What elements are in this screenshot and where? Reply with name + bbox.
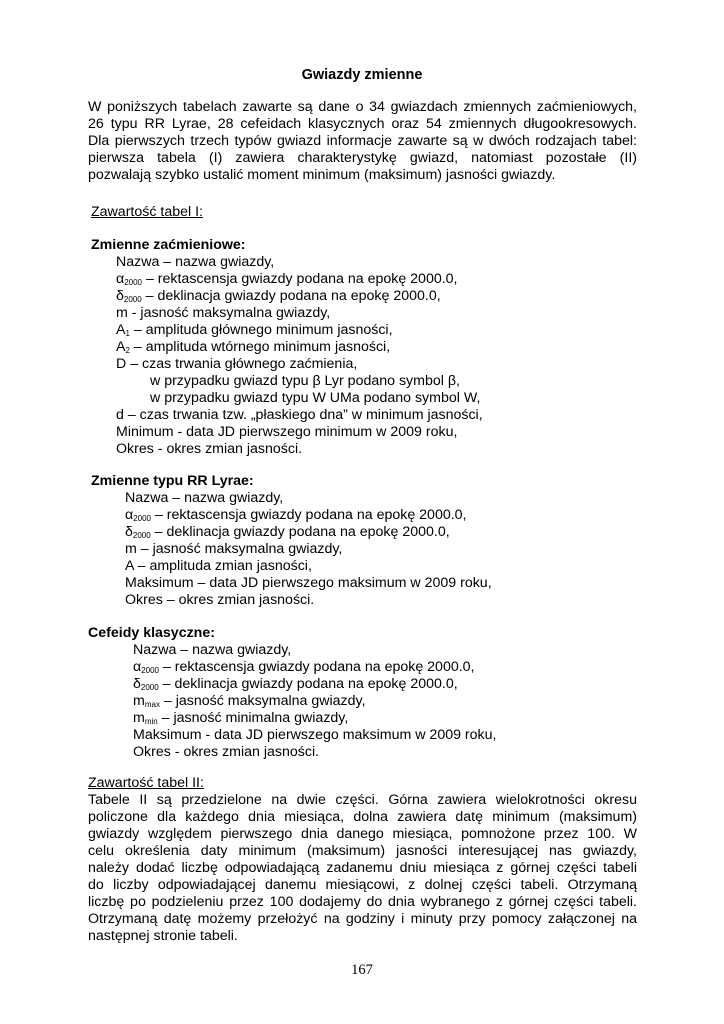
cepheids-heading: Cefeidy klasyczne: — [88, 625, 215, 641]
contents2-heading: Zawartość tabel II: — [88, 775, 204, 791]
eclipsing-a2 — [116, 339, 390, 356]
contents2-line: Otrzymaną datę możemy przełożyć na godziny i minuty przy pomocy załączonej na — [88, 911, 637, 928]
eclipsing-alpha — [116, 271, 458, 288]
cepheids-alpha — [133, 659, 475, 676]
mmin-symbol: m — [133, 710, 145, 726]
alpha-symbol: α — [133, 659, 142, 675]
delta-sub: 2000 — [123, 295, 142, 304]
mmax-symbol: m — [133, 693, 145, 709]
a1-symbol: A — [116, 322, 126, 338]
contents2-line: liczbę po podzieleniu przez 100 dodajemy do dnia wybranego z górnej części tabeli. — [88, 894, 637, 911]
contents2-line: następnej stronie tabeli. — [88, 928, 238, 945]
delta-text: – deklinacja gwiazdy podana na epokę 2000.0, — [141, 288, 441, 304]
alpha-symbol: α — [125, 507, 134, 523]
alpha-sub: 2000 — [133, 514, 151, 523]
rrlyrae-maximum: Maksimum – data JD pierwszego maksimum w 2009 roku, — [125, 575, 492, 591]
mmax-text: – jasność maksymalna gwiazdy, — [159, 693, 366, 709]
intro-line: Dla pierwszych trzech typów gwiazd informacje zawarte są w dwóch rodzajach tabel: — [88, 133, 637, 150]
mmin-text: – jasność minimalna gwiazdy, — [157, 710, 349, 726]
eclipsing-period: Okres - okres zmian jasności. — [116, 441, 303, 457]
contents2-line: do liczby odpowiadającej danemu miesiącowi, z dolnej części tabeli. Otrzymaną — [88, 877, 637, 894]
contents2-line: należy dodać liczbę odpowiadającą zadanemu dniu miesiąca z górnej części tabeli — [88, 860, 637, 877]
mmin-sub: min — [144, 717, 158, 726]
alpha-sub: 2000 — [141, 666, 159, 675]
rrlyrae-period: Okres – okres zmian jasności. — [125, 592, 315, 608]
eclipsing-a1 — [116, 322, 393, 339]
eclipsing-beta-note: w przypadku gwiazd typu β Lyr podano symbol β, — [150, 373, 460, 389]
delta-symbol: δ — [116, 288, 124, 304]
delta-text: – deklinacja gwiazdy podana na epokę 2000.0, — [150, 524, 450, 540]
intro-line: 26 typu RR Lyrae, 28 cefeidach klasycznych oraz 54 zmiennych długookresowych. — [88, 116, 637, 133]
rrlyrae-a: A – amplituda zmian jasności, — [125, 558, 312, 574]
page-number: 167 — [351, 962, 373, 978]
a1-text: – amplituda głównego minimum jasności, — [129, 322, 393, 338]
rrlyrae-m: m – jasność maksymalna gwiazdy, — [125, 541, 343, 557]
cepheids-maximum: Maksimum - data JD pierwszego maksimum w 2009 roku, — [133, 727, 497, 743]
a2-sub: 2 — [125, 346, 130, 355]
intro-line: pozwalają szybko ustalić moment minimum (maksimum) jasności gwiazdy. — [88, 167, 556, 184]
rrlyrae-heading: Zmienne typu RR Lyrae: — [91, 473, 254, 489]
delta-sub: 2000 — [140, 683, 159, 692]
cepheids-delta — [133, 676, 458, 693]
contents2-line: gwiazdy względem pierwszego dnia danego miesiąca, pomnożone przez 100. W — [88, 826, 637, 843]
mmax-sub: max — [144, 700, 160, 709]
eclipsing-d-small: d – czas trwania tzw. „płaskiego dna” w minimum jasności, — [116, 407, 483, 423]
alpha-text: – rektascensja gwiazdy podana na epokę 2000.0, — [151, 507, 467, 523]
eclipsing-delta — [116, 288, 441, 305]
intro-line: W poniższych tabelach zawarte są dane o 34 gwiazdach zmiennych zaćmieniowych, — [88, 99, 637, 115]
delta-symbol: δ — [125, 524, 133, 540]
contents2-line: Tabele II są przedzielone na dwie części. Górna zawiera wielokrotności okresu — [88, 792, 637, 808]
rrlyrae-name: Nazwa – nazwa gwiazdy, — [125, 490, 284, 506]
page-title: Gwiazdy zmienne — [301, 67, 423, 83]
a2-symbol: A — [116, 339, 126, 355]
contents2-paragraph — [88, 792, 637, 945]
eclipsing-d-main: D – czas trwania głównego zaćmienia, — [116, 356, 358, 372]
alpha-symbol: α — [116, 271, 125, 287]
a2-text: – amplituda wtórnego minimum jasności, — [129, 339, 391, 355]
contents2-line: celu określenia daty minimum (maksimum) jasności interesującej nas gwiazdy, — [88, 843, 637, 860]
contents1-heading: Zawartość tabel I: — [91, 204, 203, 220]
eclipsing-minimum: Minimum - data JD pierwszego minimum w 2009 roku, — [116, 424, 458, 440]
alpha-text: – rektascensja gwiazdy podana na epokę 2000.0, — [142, 271, 458, 287]
eclipsing-heading: Zmienne zaćmieniowe: — [91, 237, 246, 253]
eclipsing-w-note: w przypadku gwiazd typu W UMa podano symbol W, — [150, 390, 481, 406]
intro-paragraph — [88, 99, 637, 184]
delta-sub: 2000 — [132, 531, 151, 540]
delta-symbol: δ — [133, 676, 141, 692]
intro-line: pierwsza tabela (I) zawiera charakterystykę gwiazd, natomiast pozostałe (II) — [88, 150, 637, 167]
alpha-text: – rektascensja gwiazdy podana na epokę 2000.0, — [159, 659, 475, 675]
contents2-line: policzone dla każdego dnia miesiąca, dolna zawiera datę minimum (maksimum) — [88, 809, 637, 826]
rrlyrae-alpha — [125, 507, 467, 524]
a1-sub: 1 — [125, 329, 130, 338]
cepheids-name: Nazwa – nazwa gwiazdy, — [133, 642, 292, 658]
delta-text: – deklinacja gwiazdy podana na epokę 2000.0, — [158, 676, 458, 692]
cepheids-mmax — [133, 693, 366, 710]
cepheids-mmin — [133, 710, 348, 727]
eclipsing-m: m - jasność maksymalna gwiazdy, — [116, 305, 331, 321]
alpha-sub: 2000 — [124, 278, 142, 287]
cepheids-period: Okres - okres zmian jasności. — [133, 744, 320, 760]
rrlyrae-delta — [125, 524, 450, 541]
eclipsing-name: Nazwa – nazwa gwiazdy, — [116, 254, 275, 270]
